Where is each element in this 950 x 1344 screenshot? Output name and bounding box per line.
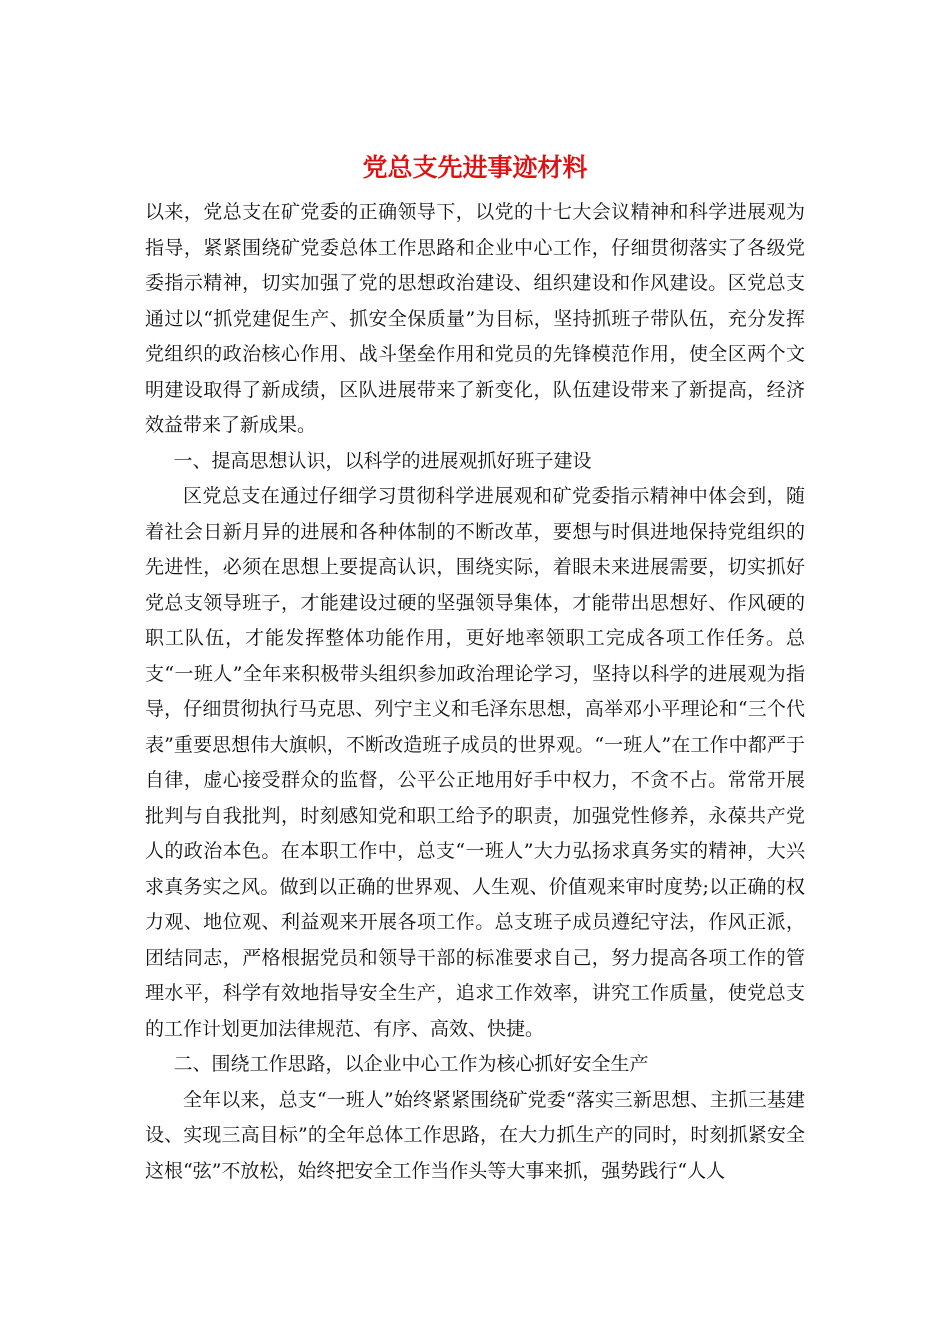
document-body — [145, 195, 805, 1189]
paragraph-intro: 以来，党总支在矿党委的正确领导下，以党的十七大会议精神和科学进展观为指导，紧紧围绕矿党委总体工作思路和企业中心工作，仔细贯彻落实了各级党委指示精神，切实加强了党的思想政治建设、组织建设和作风建设。区党总支通过以“抓党建促生产、抓安全保质量”为目标，坚持抓班子带队伍，充分发挥党组织的政治核心作用、战斗堡垒作用和党员的先锋模范作用，使全区两个文明建设取得了新成绩，区队进展带来了新变化，队伍建设带来了新提高，经济效益带来了新成果。 — [145, 201, 805, 436]
section-heading-1: 一、提高思想认识，以科学的进展观抓好班子建设 — [173, 449, 592, 472]
section-heading-2: 二、围绕工作思路，以企业中心工作为核心抓好安全生产 — [173, 1053, 649, 1075]
paragraph-section-2: 全年以来，总支“一班人”始终紧紧围绕矿党委“落实三新思想、主抓三基建设、实现三高目标”的全年总体工作思路，在大力抓生产的同时，时刻抓紧安全这根“弦”不放松，始终把安全工作当作头等大事来抓，强势践行“人人 — [145, 1088, 805, 1182]
paragraph-section-1: 区党总支在通过仔细学习贯彻科学进展观和矿党委指示精神中体会到，随着社会日新月异的进展和各种体制的不断改革，要想与时俱进地保持党组织的先进性，必须在思想上要提高认识，围绕实际，着眼未来进展需要，切实抓好党总支领导班子，才能建设过硬的坚强领导集体，才能带出思想好、作风硬的职工队伍，才能发挥整体功能作用，更好地率领职工完成各项工作任务。总支“一班人”全年来积极带头组织参加政治理论学习，坚持以科学的进展观为指导，仔细贯彻执行马克思、列宁主义和毛泽东思想，高举邓小平理论和“三个代表”重要思想伟大旗帜，不断改造班子成员的世界观。“一班人”在工作中都严于自律，虚心接受群众的监督，公平公正地用好手中权力，不贪不占。常常开展批判与自我批判，时刻感知党和职工给予的职责，加强党性修养，永葆共产党人的政治本色。在本职工作中，总支“一班人”大力弘扬求真务实的精神，大兴求真务实之风。做到以正确的世界观、人生观、价值观来审时度势;以正确的权力观、地位观、利益观来开展各项工作。总支班子成员遵纪守法，作风正派，团结同志，严格根据党员和领导干部的标准要求自己，努力提高各项工作的管理水平，科学有效地指导安全生产，追求工作效率，讲究工作质量，使党总支的工作计划更加法律规范、有序、高效、快捷。 — [145, 485, 805, 1040]
document-title: 党总支先进事迹材料 — [362, 153, 588, 182]
